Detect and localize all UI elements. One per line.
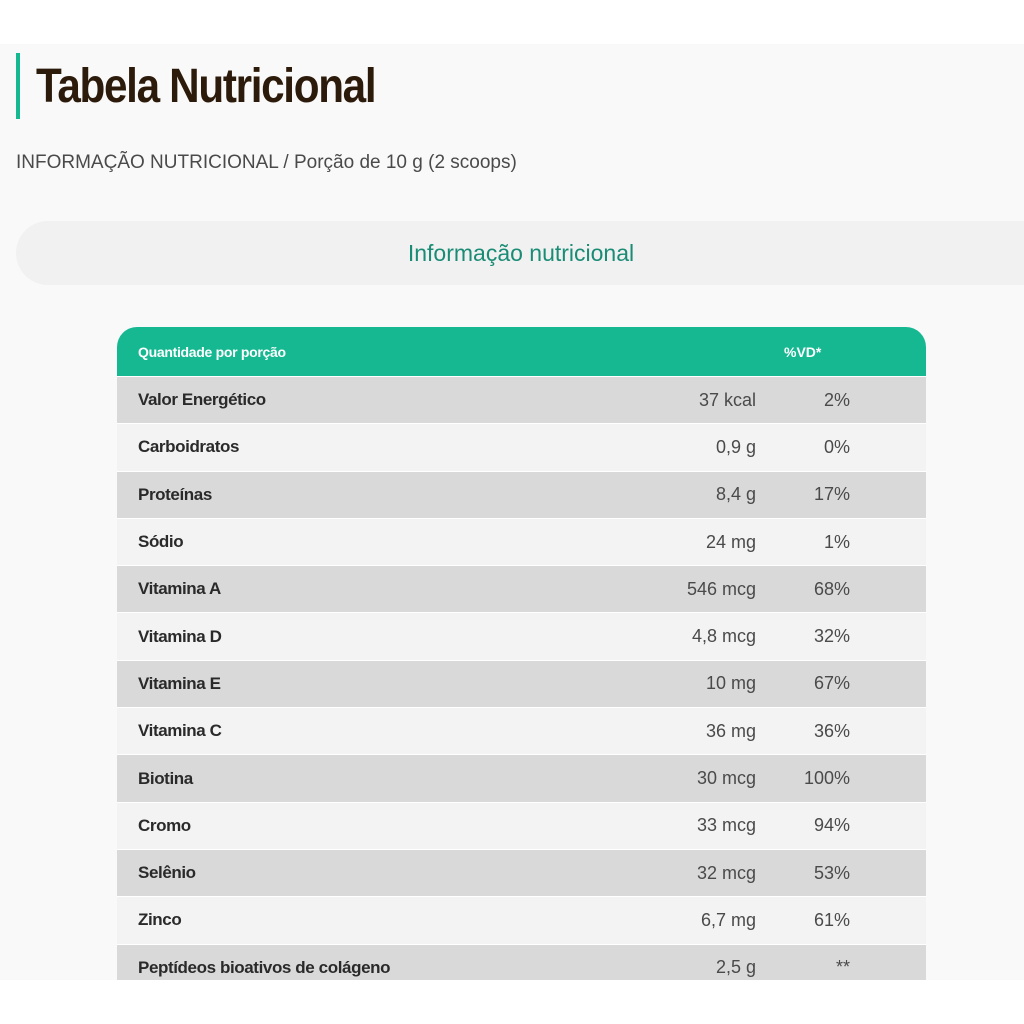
nutrient-amount: 32 mcg: [696, 862, 756, 883]
table-row: [117, 802, 926, 849]
nutrient-daily-value: 61%: [813, 909, 850, 930]
nutrient-name: Vitamina E: [138, 673, 221, 693]
nutrient-daily-value: **: [835, 957, 850, 978]
nutrient-amount: 8,4 g: [715, 484, 756, 505]
nutrient-name: Carboidratos: [138, 437, 239, 457]
table-row: [117, 849, 926, 896]
table-row: [117, 660, 926, 707]
nutrient-daily-value: 2%: [823, 389, 850, 410]
nutrient-daily-value: 53%: [813, 862, 850, 883]
nutrient-name: Selênio: [138, 863, 196, 883]
nutrient-daily-value: 94%: [813, 815, 850, 836]
nutrient-name: Biotina: [138, 768, 193, 788]
table-header: [117, 327, 926, 376]
nutrient-amount: 6,7 mg: [700, 909, 756, 930]
tab-nutrition-info[interactable]: [16, 221, 1024, 285]
nutrient-daily-value: 67%: [813, 673, 850, 694]
column-header-quantity: Quantidade por porção: [138, 343, 286, 360]
nutrition-table: [117, 327, 926, 980]
table-row: [117, 754, 926, 801]
nutrient-daily-value: 1%: [823, 531, 850, 552]
table-row: [117, 896, 926, 943]
nutrient-amount: 0,9 g: [715, 436, 756, 457]
column-header-vd: %VD*: [784, 343, 822, 360]
nutrient-amount: 36 mg: [705, 720, 756, 741]
page-title: Tabela Nutricional: [36, 59, 376, 113]
nutrient-name: Vitamina A: [138, 579, 221, 599]
nutrient-name: Vitamina C: [138, 721, 222, 741]
nutrient-amount: 33 mcg: [696, 815, 756, 836]
nutrient-daily-value: 36%: [813, 720, 850, 741]
title-block: [16, 53, 422, 119]
table-row: [117, 944, 926, 980]
table-row: [117, 518, 926, 565]
tab-nutrition-info-label: Informação nutricional: [407, 239, 635, 266]
nutrient-amount: 546 mcg: [686, 578, 756, 599]
table-row: [117, 565, 926, 612]
nutrient-amount: 10 mg: [705, 673, 756, 694]
nutrient-name: Sódio: [138, 532, 184, 552]
nutrient-amount: 30 mcg: [696, 768, 756, 789]
table-row: [117, 612, 926, 659]
nutrient-daily-value: 0%: [823, 436, 850, 457]
table-row: [117, 423, 926, 470]
nutrient-daily-value: 68%: [813, 578, 850, 599]
nutrient-amount: 37 kcal: [698, 389, 756, 410]
nutrient-name: Proteínas: [138, 484, 212, 504]
nutrient-daily-value: 32%: [813, 626, 850, 647]
nutrient-name: Peptídeos bioativos de colágeno: [138, 957, 391, 977]
nutrient-name: Cromo: [138, 815, 191, 835]
page: [0, 44, 1024, 980]
nutrient-amount: 2,5 g: [715, 957, 756, 978]
page-subtitle: INFORMAÇÃO NUTRICIONAL / Porção de 10 g (2 scoops): [16, 152, 517, 173]
nutrient-name: Vitamina D: [138, 626, 222, 646]
table-row: [117, 707, 926, 754]
table-row: [117, 471, 926, 518]
nutrient-daily-value: 17%: [813, 484, 850, 505]
table-body: [117, 376, 926, 980]
nutrient-daily-value: 100%: [803, 768, 850, 789]
nutrient-name: Valor Energético: [138, 390, 266, 410]
nutrient-name: Zinco: [138, 910, 182, 930]
table-row: [117, 376, 926, 423]
nutrient-amount: 24 mg: [705, 531, 756, 552]
nutrient-amount: 4,8 mcg: [691, 626, 756, 647]
